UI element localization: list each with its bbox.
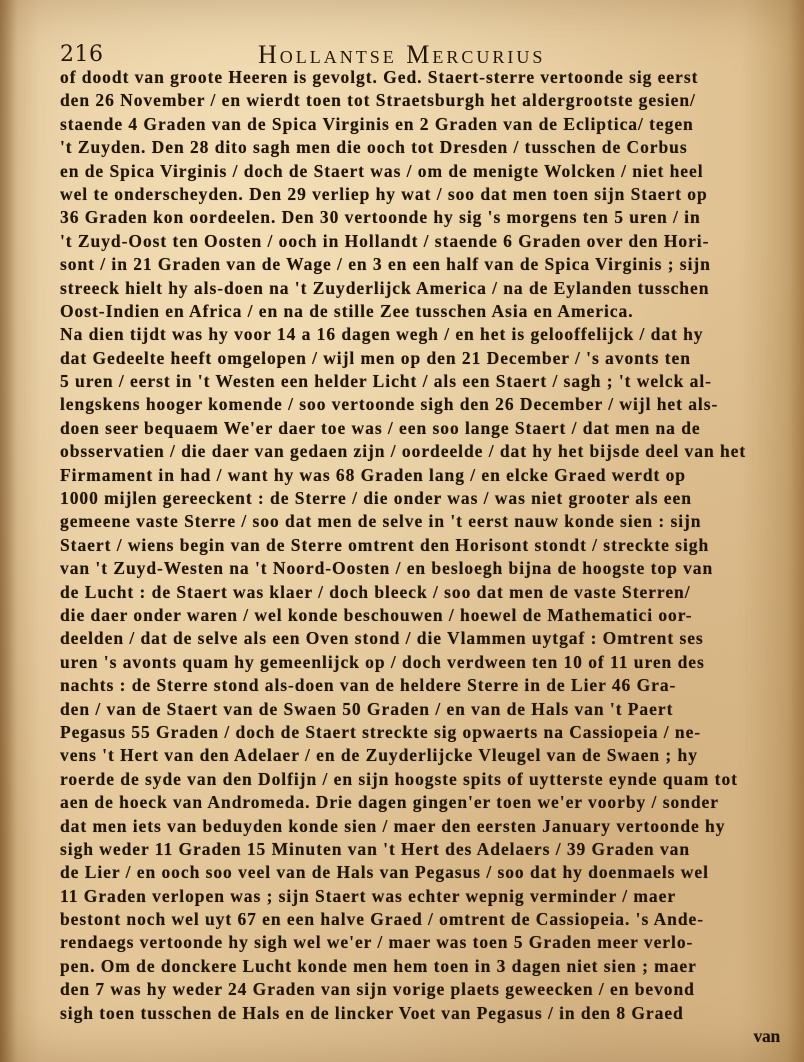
text-line: 't Zuyd-Oost ten Oosten / ooch in Hollandt / staende 6 Graden over den Hori- bbox=[60, 230, 710, 251]
text-line: Staert / wiens begin van de Sterre omtrent den Horisont stondt / streckte sigh bbox=[60, 534, 710, 555]
text-line: die daer onder waren / wel konde beschouwen / hoewel de Mathematici oor- bbox=[60, 604, 693, 625]
text-line: staende 4 Graden van de Spica Virginis en 2 Graden van de Ecliptica/ tegen bbox=[60, 113, 694, 134]
text-line: nachts : de Sterre stond als-doen van de heldere Sterre in de Lier 46 Gra- bbox=[60, 675, 677, 696]
text-line: dat men iets van beduyden konde sien / maer den eersten January vertoonde hy bbox=[60, 815, 726, 836]
text-line: 't Zuyden. Den 28 dito sagh men die ooch tot Dresden / tusschen de Corbus bbox=[60, 137, 688, 158]
text-line: bestont noch wel uyt 67 en een halve Graed / omtrent de Cassiopeia. 's Ande- bbox=[60, 909, 705, 930]
text-line: de Lucht : de Staert was klaer / doch bleeck / soo dat men de vaste Sterren/ bbox=[60, 581, 691, 602]
text-line: of doodt van groote Heeren is gevolgt. Ged. Staert-sterre vertoonde sig eerst bbox=[60, 67, 699, 87]
text-line: gemeene vaste Sterre / soo dat men de selve in 't eerst nauw konde sien : sijn bbox=[60, 511, 702, 532]
text-line: wel te onderscheyden. Den 29 verliep hy wat / soo dat men toen sijn Staert op bbox=[60, 183, 708, 204]
text-line: sigh toen tusschen de Hals en de lincker Voet van Pegasus / in den 8 Graed bbox=[60, 1002, 684, 1023]
text-line: den / van de Staert van de Swaen 50 Graden / en van de Hals van 't Paert bbox=[60, 698, 674, 719]
text-line: rendaegs vertoonde hy sigh wel we'er / maer was toen 5 Graden meer verlo- bbox=[60, 932, 694, 953]
text-line: sont / in 21 Graden van de Wage / en 3 en een half van de Spica Virginis ; sijn bbox=[60, 254, 711, 275]
text-line: pen. Om de donckere Lucht konde men hem toen in 3 dagen niet sien ; maer bbox=[60, 955, 697, 976]
text-line: en de Spica Virginis / doch de Staert was / om de menigte Wolcken / niet heel bbox=[60, 160, 704, 181]
text-line: roerde de syde van den Dolfijn / en sijn hoogste spits of uytterste eynde quam tot bbox=[60, 768, 738, 789]
text-line: dat Gedeelte heeft omgelopen / wijl men op den 21 December / 's avonts ten bbox=[60, 347, 691, 368]
text-line: Na dien tijdt was hy voor 14 a 16 dagen wegh / en het is gelooffelijck / dat hy bbox=[60, 324, 704, 345]
gutter-shadow bbox=[0, 0, 18, 1062]
page-number: 216 bbox=[60, 42, 104, 67]
text-line: lengskens hooger komende / soo vertoonde sigh den 26 December / wijl het als- bbox=[60, 394, 719, 415]
text-line: Pegasus 55 Graden / doch de Staert streckte sig opwaerts na Cassiopeia / ne- bbox=[60, 721, 702, 742]
text-line: den 7 was hy weder 24 Graden van sijn vorige plaets geweecken / en bevond bbox=[60, 979, 695, 1000]
text-line: doen seer bequaem We'er daer toe was / een soo lange Staert / dat men na de bbox=[60, 417, 701, 438]
text-line: sigh weder 11 Graden 15 Minuten van 't Hert des Adelaers / 39 Graden van bbox=[60, 838, 691, 859]
running-head: Hollantse Mercurius bbox=[258, 40, 546, 69]
text-line: 5 uren / eerst in 't Westen een helder Licht / als een Staert / sagh ; 't welck al- bbox=[60, 371, 712, 392]
text-line: 11 Graden verlopen was ; sijn Staert was echter wepnig verminder / maer bbox=[60, 885, 677, 906]
text-line: Oost-Indien en Africa / en na de stille Zee tusschen Asia en America. bbox=[60, 300, 634, 321]
text-line: 1000 mijlen gereeckent : de Sterre / die onder was / was niet grooter als een bbox=[60, 488, 692, 509]
text-line: Firmament in had / want hy was 68 Graden lang / en elcke Graed werdt op bbox=[60, 464, 686, 485]
text-line: van 't Zuyd-Westen na 't Noord-Oosten / en besloegh bijna de hoogste top van bbox=[60, 558, 714, 579]
body-text bbox=[60, 66, 780, 1048]
text-line: deelden / dat de selve als een Oven stond / die Vlammen uytgaf : Omtrent ses bbox=[60, 628, 704, 649]
text-line: vens 't Hert van den Adelaer / en de Zuyderlijcke Vleugel van de Swaen ; hy bbox=[60, 745, 698, 766]
catchword: van bbox=[753, 1026, 780, 1047]
text-line: 36 Graden kon oordeelen. Den 30 vertoonde hy sig 's morgens ten 5 uren / in bbox=[60, 207, 701, 228]
text-line: streeck hielt hy als-doen na 't Zuyderlijck America / na de Eylanden tusschen bbox=[60, 277, 710, 298]
text-line: obsservatien / die daer van gedaen zijn / oordeelde / dat hy het bijsde deel van het bbox=[60, 441, 747, 462]
text-line: aen de hoeck van Andromeda. Drie dagen gingen'er toen we'er voorby / sonder bbox=[60, 792, 719, 813]
text-line: uren 's avonts quam hy gemeenlijck op / doch verdween ten 10 of 11 uren des bbox=[60, 651, 705, 672]
text-line: den 26 November / en wierdt toen tot Straetsburgh het aldergrootste gesien/ bbox=[60, 90, 696, 111]
text-line: de Lier / en ooch soo veel van de Hals van Pegasus / soo dat hy doenmaels wel bbox=[60, 862, 709, 883]
